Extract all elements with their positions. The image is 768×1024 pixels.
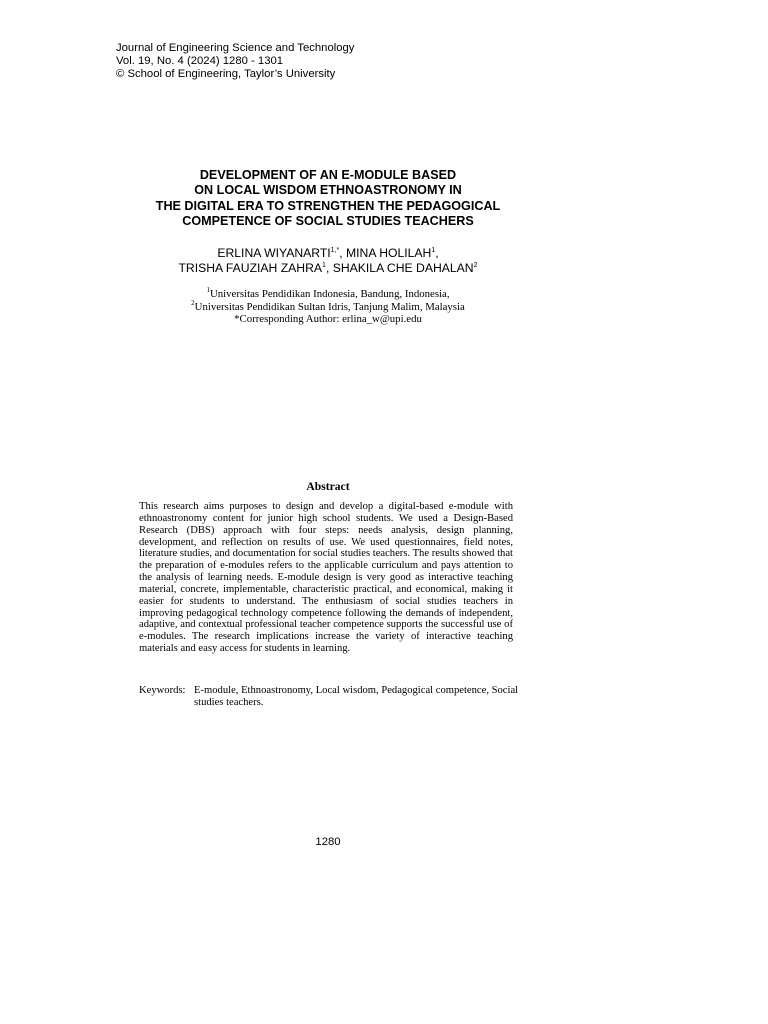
affiliation-text: Universitas Pendidikan Indonesia, Bandung, Indonesia,: [209, 288, 450, 300]
journal-copyright: © School of Engineering, Taylor’s University: [116, 68, 336, 81]
page-number: 1280: [315, 836, 341, 848]
abstract-heading: Abstract: [306, 480, 350, 493]
author-separator: ,: [435, 246, 439, 260]
author-affiliation-mark: 1: [322, 262, 326, 270]
author-name: TRISHA FAUZIAH ZAHRA: [178, 261, 323, 276]
author-list: [0, 246, 656, 277]
affiliation-text: Universitas Pendidikan Sultan Idris, Tanjung Malim, Malaysia: [194, 300, 465, 313]
corresponding-author: *Corresponding Author: erlina_w@upi.edu: [234, 313, 422, 326]
author-name: ERLINA WIYANARTI: [217, 246, 331, 260]
author-name: , SHAKILA CHE DAHALAN: [325, 261, 474, 276]
author-affiliation-mark: 1,*: [330, 247, 340, 254]
author-line: [0, 261, 656, 276]
journal-name: Journal of Engineering Science and Technology: [116, 42, 355, 54]
keywords: [139, 685, 519, 709]
title-line: ON LOCAL WISDOM ETHNOASTRONOMY IN: [194, 183, 462, 198]
title-line: DEVELOPMENT OF AN E-MODULE BASED: [199, 168, 457, 182]
author-affiliation-mark: 1: [431, 247, 436, 254]
author-line: [0, 246, 656, 261]
title-line: THE DIGITAL ERA TO STRENGTHEN THE PEDAGOGICAL: [155, 198, 501, 213]
title-line: COMPETENCE OF SOCIAL STUDIES TEACHERS: [182, 214, 474, 229]
keywords-label: Keywords:: [139, 685, 186, 696]
keywords-row: [139, 685, 519, 709]
affiliation-2: [0, 298, 656, 314]
journal-volume: Vol. 19, No. 4 (2024) 1280 - 1301: [116, 55, 284, 68]
affiliations: [0, 288, 656, 326]
journal-header: [116, 42, 354, 82]
keywords-text: E-module, Ethnoastronomy, Local wisdom, Pedagogical competence, Social studies teachers.: [194, 685, 519, 709]
affiliation-mark: 2: [191, 298, 195, 307]
affiliation-1: [0, 288, 656, 301]
abstract-text: This research aims purposes to design and develop a digital-based e-module with ethnoastronomy content for junior high school students. We used a Design-Based Research (DBS) approach with four steps: needs analysis, design planning, development, and reflection on results of use. We used questionnaires, field notes, literature studies, and documentation for social studies teachers. The results showed that the preparation of e-modules refers to the applicable curriculum and pays attention to the analysis of learning needs. E-module design is very good as interactive teaching material, concrete, implementable, characteristic practical, and economical, making it easier for students to understand. The enthusiasm of social studies teachers in improving pedagogical technology competence following the demands of independent, adaptive, and contextual professional teacher competence supports the successful use of e-modules. The research implications increase the variety of interactive teaching materials and easy access for students in learning.: [139, 501, 513, 655]
affiliation-mark: 1: [206, 286, 210, 294]
author-affiliation-mark: 2: [473, 262, 478, 270]
author-name: , MINA HOLILAH: [339, 246, 432, 260]
paper-title: [0, 168, 656, 230]
